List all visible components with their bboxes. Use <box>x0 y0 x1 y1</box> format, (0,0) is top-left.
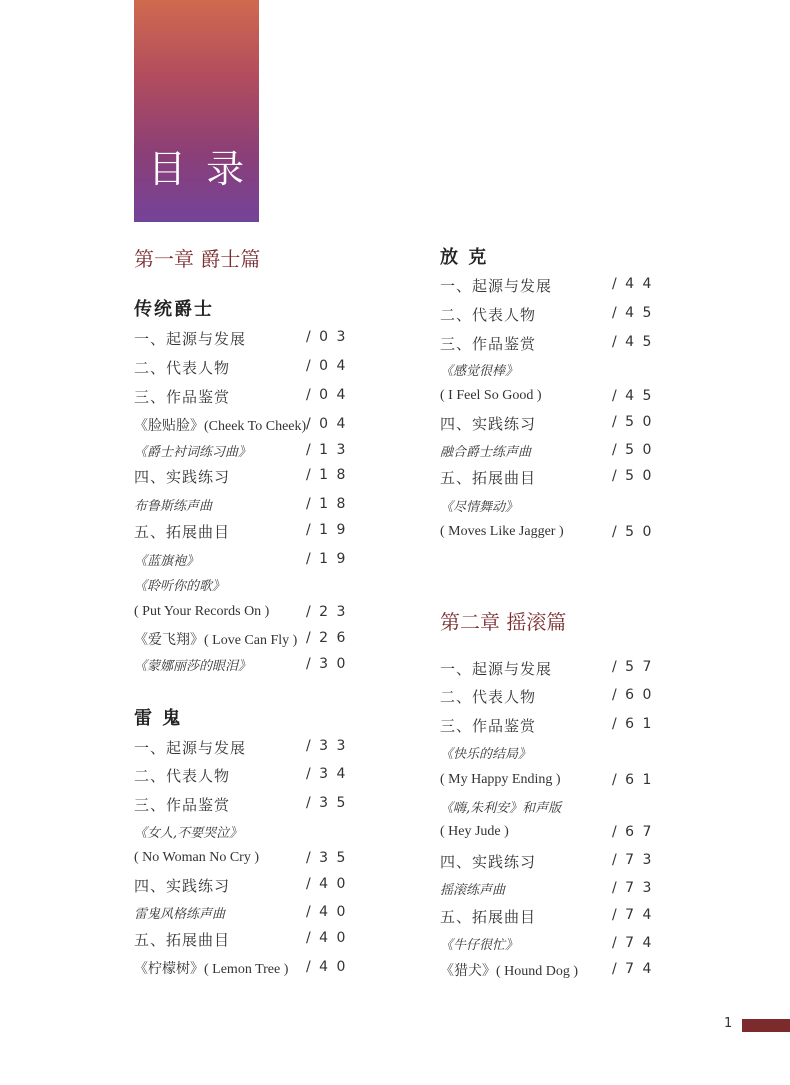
toc-entry-title: 《聆听你的歌》 <box>134 579 226 594</box>
toc-entry <box>440 934 518 953</box>
toc-entry-page: / 5 0 <box>612 414 654 430</box>
toc-entry-title: 二、代表人物 <box>440 688 537 706</box>
toc-entry <box>440 360 518 379</box>
toc-entry <box>134 958 288 978</box>
toc-entry-page: / 2 3 <box>306 604 348 620</box>
toc-entry-title: 三、作品鉴赏 <box>440 335 537 353</box>
toc-entry-page: / 3 4 <box>306 766 348 782</box>
toc-entry-page: / 0 4 <box>306 416 348 432</box>
toc-entry <box>134 737 246 758</box>
toc-entry-page: / 6 1 <box>612 772 654 788</box>
toc-entry-title: 《脸贴脸》(Cheek To Cheek) <box>134 419 307 434</box>
section-heading-traditional-jazz: 传统爵士 <box>134 299 214 320</box>
toc-entry-page: / 4 0 <box>306 904 348 920</box>
toc-entry <box>440 879 505 898</box>
toc-entry-title: 《牛仔很忙》 <box>440 938 519 953</box>
toc-entry-page: / 3 0 <box>306 656 348 672</box>
toc-entry-title: ( Hey Jude ) <box>440 824 509 839</box>
toc-entry-title: 三、作品鉴赏 <box>440 717 537 735</box>
toc-entry <box>134 550 199 569</box>
section-heading-funk: 放 克 <box>440 247 489 268</box>
toc-entry-title: 一、起源与发展 <box>134 739 247 757</box>
toc-entry-page: / 1 3 <box>306 442 348 458</box>
toc-entry-page: / 1 9 <box>306 522 348 538</box>
toc-entry <box>440 823 509 840</box>
toc-entry-page: / 0 4 <box>306 358 348 374</box>
section-heading-reggae: 雷 鬼 <box>134 708 183 729</box>
page-number-bar <box>742 1019 790 1032</box>
toc-entry-title: 《女人,不要哭泣》 <box>134 826 243 841</box>
toc-entry-title: 《爵士衬词练习曲》 <box>134 445 252 460</box>
toc-entry-title: 《猎犬》( Hound Dog ) <box>440 964 579 979</box>
toc-entry-page: / 4 0 <box>306 876 348 892</box>
toc-entry <box>134 603 269 620</box>
toc-entry-page: / 5 0 <box>612 442 654 458</box>
toc-entry-page: / 2 6 <box>306 630 348 646</box>
toc-entry-page: / 5 0 <box>612 524 654 540</box>
toc-entry <box>440 771 561 788</box>
toc-entry-page: / 1 8 <box>306 496 348 512</box>
toc-entry <box>134 929 230 950</box>
toc-entry <box>440 851 536 872</box>
toc-entry <box>134 629 297 649</box>
toc-entry-page: / 7 3 <box>612 880 654 896</box>
toc-entry-page: / 7 3 <box>612 852 654 868</box>
toc-entry-page: / 6 7 <box>612 824 654 840</box>
toc-entry <box>134 357 230 378</box>
toc-entry <box>440 387 542 404</box>
toc-entry-title: 《感觉很棒》 <box>440 364 519 379</box>
toc-entry <box>134 441 251 460</box>
toc-entry <box>440 467 536 488</box>
toc-entry <box>440 413 536 434</box>
toc-entry-title: 五、拓展曲目 <box>440 908 537 926</box>
toc-entry <box>440 333 536 354</box>
toc-entry-page: / 0 3 <box>306 329 348 345</box>
toc-entry-title: 三、作品鉴赏 <box>134 388 231 406</box>
toc-entry-title: 摇滚练声曲 <box>440 883 506 898</box>
toc-entry <box>440 275 552 296</box>
toc-entry-title: 布鲁斯练声曲 <box>134 499 213 514</box>
toc-entry-page: / 1 8 <box>306 467 348 483</box>
toc-entry <box>134 466 230 487</box>
toc-entry <box>134 875 230 896</box>
toc-entry-title: 一、起源与发展 <box>440 277 553 295</box>
toc-entry-page: / 4 5 <box>612 334 654 350</box>
toc-entry-page: / 5 0 <box>612 468 654 484</box>
toc-entry <box>440 496 518 515</box>
toc-entry <box>440 658 552 679</box>
toc-entry-title: 二、代表人物 <box>134 767 231 785</box>
toc-entry-title: 《快乐的结局》 <box>440 747 532 762</box>
page-title: 目 录 <box>148 147 249 191</box>
toc-entry <box>440 523 564 540</box>
toc-entry-title: 五、拓展曲目 <box>440 469 537 487</box>
toc-entry-page: / 4 5 <box>612 388 654 404</box>
toc-entry-page: / 1 9 <box>306 551 348 567</box>
toc-entry-title: 一、起源与发展 <box>134 330 247 348</box>
toc-entry-page: / 4 4 <box>612 276 654 292</box>
toc-entry-title: 雷鬼风格练声曲 <box>134 907 226 922</box>
toc-entry <box>134 903 225 922</box>
toc-entry <box>134 822 242 841</box>
toc-entry-title: 《蓝旗袍》 <box>134 554 200 569</box>
toc-entry <box>134 328 246 349</box>
toc-entry-page: / 6 0 <box>612 687 654 703</box>
chapter-heading-rock: 第二章 摇滚篇 <box>440 610 567 634</box>
toc-entry <box>440 304 536 325</box>
toc-entry <box>134 849 259 866</box>
toc-entry-page: / 3 5 <box>306 850 348 866</box>
toc-entry-title: 四、实践练习 <box>134 468 231 486</box>
toc-entry-title: 四、实践练习 <box>440 415 537 433</box>
toc-entry <box>134 794 230 815</box>
toc-entry-page: / 0 4 <box>306 387 348 403</box>
toc-entry-title: ( I Feel So Good ) <box>440 388 542 403</box>
toc-entry <box>440 743 531 762</box>
toc-entry-title: ( My Happy Ending ) <box>440 772 561 787</box>
toc-entry <box>134 765 230 786</box>
toc-entry <box>134 495 212 514</box>
toc-entry <box>440 715 536 736</box>
toc-entry-title: 三、作品鉴赏 <box>134 796 231 814</box>
toc-entry-page: / 3 5 <box>306 795 348 811</box>
toc-entry-title: 五、拓展曲目 <box>134 931 231 949</box>
toc-entry-title: 二、代表人物 <box>440 306 537 324</box>
toc-entry-page: / 4 0 <box>306 959 348 975</box>
toc-entry <box>440 686 536 707</box>
toc-entry-page: / 7 4 <box>612 935 654 951</box>
toc-entry-page: / 3 3 <box>306 738 348 754</box>
toc-entry <box>134 386 230 407</box>
toc-entry-title: 融合爵士练声曲 <box>440 445 532 460</box>
toc-entry <box>134 521 230 542</box>
toc-entry <box>134 415 306 435</box>
toc-entry-page: / 5 7 <box>612 659 654 675</box>
toc-entry <box>134 655 251 674</box>
toc-entry-title: 四、实践练习 <box>134 877 231 895</box>
toc-entry <box>440 797 561 816</box>
toc-entry-page: / 6 1 <box>612 716 654 732</box>
toc-entry-title: 五、拓展曲目 <box>134 523 231 541</box>
toc-entry-page: / 4 0 <box>306 930 348 946</box>
toc-entry-title: 《蒙娜丽莎的眼泪》 <box>134 659 252 674</box>
toc-entry <box>440 960 578 980</box>
toc-entry-title: 《爱飞翔》( Love Can Fly ) <box>134 633 298 648</box>
toc-entry-title: ( No Woman No Cry ) <box>134 850 259 865</box>
toc-entry-title: ( Moves Like Jagger ) <box>440 524 564 539</box>
toc-entry-title: 《柠檬树》( Lemon Tree ) <box>134 962 289 977</box>
toc-entry <box>440 441 531 460</box>
chapter-heading-jazz: 第一章 爵士篇 <box>134 247 261 271</box>
toc-entry-title: 《嗨,朱利安》和声版 <box>440 801 562 816</box>
toc-entry-title: ( Put Your Records On ) <box>134 604 270 619</box>
toc-entry-title: 四、实践练习 <box>440 853 537 871</box>
page-number: 1 <box>724 1016 733 1031</box>
toc-entry-title: 二、代表人物 <box>134 359 231 377</box>
toc-entry-page: / 4 5 <box>612 305 654 321</box>
toc-entry <box>440 906 536 927</box>
toc-entry-title: 《尽情舞动》 <box>440 500 519 515</box>
toc-entry <box>134 575 225 594</box>
toc-entry-page: / 7 4 <box>612 907 654 923</box>
toc-entry-title: 一、起源与发展 <box>440 660 553 678</box>
toc-entry-page: / 7 4 <box>612 961 654 977</box>
